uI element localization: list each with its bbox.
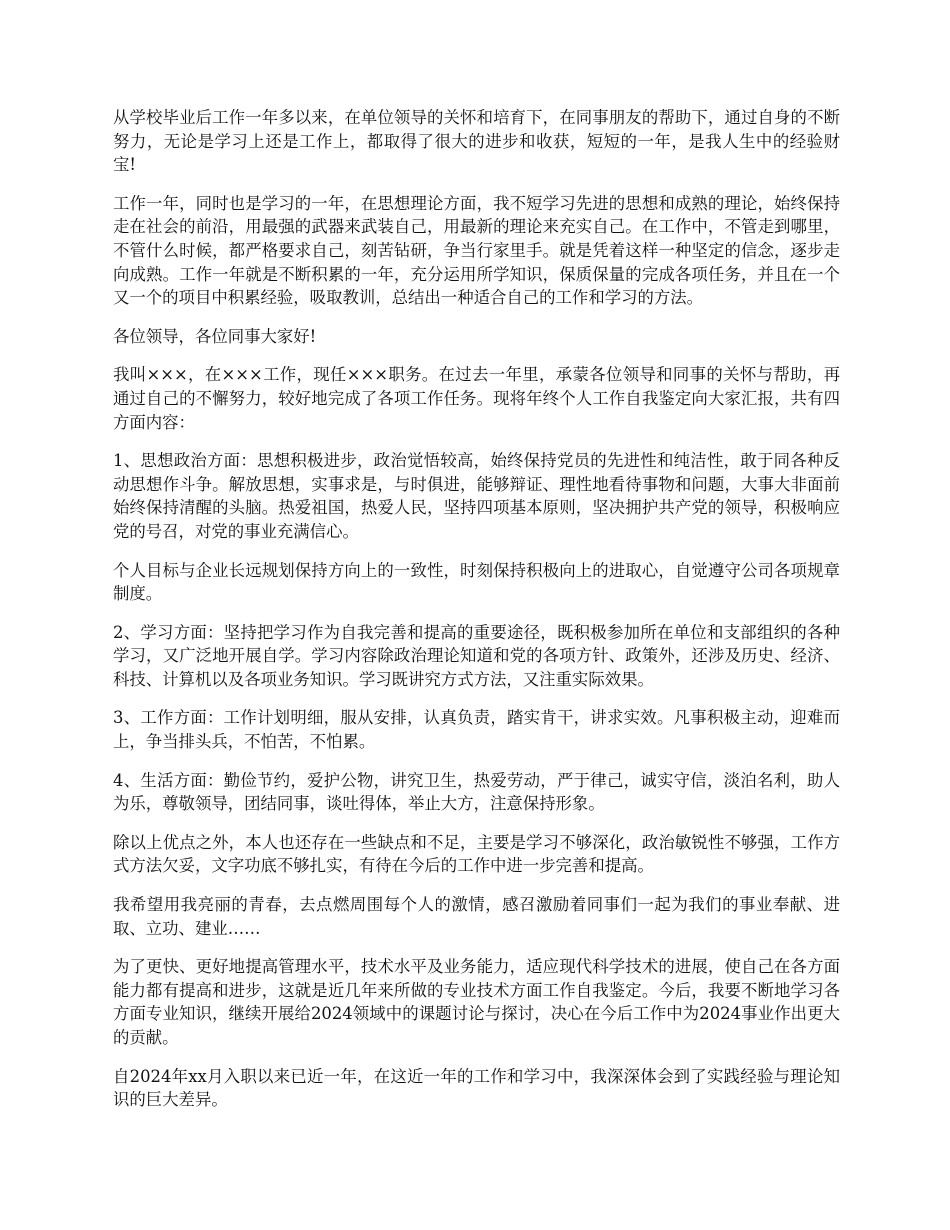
paragraph-7-study: 2、学习方面：坚持把学习作为自我完善和提高的重要途径，既积极参加所在单位和支部组织的各种学习，又广泛地开展自学。学习内容除政治理论知道和党的各项方针、政策外，还涉及历史、经济、科技、计算机以及各项业务知识。学习既讲究方式方法，又注重实际效果。	[113, 622, 840, 689]
paragraph-9-life: 4、生活方面：勤俭节约，爱护公物，讲究卫生，热爱劳动，严于律己，诚实守信，淡泊名利，助人为乐，尊敬领导，团结同事，谈吐得体，举止大方，注意保持形象。	[113, 770, 840, 814]
paragraph-10-shortcomings: 除以上优点之外，本人也还存在一些缺点和不足，主要是学习不够深化，政治敏锐性不够强，工作方式方法欠妥，文字功底不够扎实，有待在今后的工作中进一步完善和提高。	[113, 832, 840, 876]
document-body	[113, 106, 840, 1127]
paragraph-8-work: 3、工作方面：工作计划明细，服从安排，认真负责，踏实肯干，讲求实效。凡事积极主动，迎难而上，争当排头兵，不怕苦，不怕累。	[113, 708, 840, 752]
paragraph-1: 从学校毕业后工作一年多以来，在单位领导的关怀和培育下，在同事朋友的帮助下，通过自身的不断努力，无论是学习上还是工作上，都取得了很大的进步和收获，短短的一年，是我人生中的经验财宝!	[113, 108, 840, 175]
paragraph-11-hope: 我希望用我亮丽的青春，去点燃周围每个人的激情，感召激励着同事们一起为我们的事业奉献、进取、立功、建业……	[113, 895, 840, 938]
paragraph-3-greeting: 各位领导，各位同事大家好!	[113, 326, 317, 346]
paragraph-4-intro: 我叫×××，在×××工作，现任×××职务。在过去一年里，承蒙各位领导和同事的关怀与帮助，再通过自己的不懈努力，较好地完成了各项工作任务。现将年终个人工作自我鉴定向大家汇报，共有四方面内容：	[113, 365, 840, 432]
paragraph-12-improvement: 为了更快、更好地提高管理水平，技术水平及业务能力，适应现代科学技术的进展，使自己在各方面能力都有提高和进步，这就是近几年来所做的专业技术方面工作自我鉴定。今后，我要不断地学习各方面专业知识，继续开展给2024领域中的课题讨论与探讨，决心在今后工作中为2024事业作出更大的贡献。	[113, 957, 840, 1047]
paragraph-5-political: 1、思想政治方面：思想积极进步，政治觉悟较高，始终保持党员的先进性和纯洁性，敢于同各种反动思想作斗争。解放思想，实事求是，与时俱进，能够辩证、理性地看待事物和问题，大事大非面前始终保持清醒的头脑。热爱祖国，热爱人民，坚持四项基本原则，坚决拥护共产党的领导，积极响应党的号召，对党的事业充满信心。	[113, 451, 840, 541]
paragraph-13-since-joining: 自2024年xx月入职以来已近一年，在这近一年的工作和学习中，我深深体会到了实践经验与理论知识的巨大差异。	[113, 1066, 840, 1110]
paragraph-6-goals: 个人目标与企业长远规划保持方向上的一致性，时刻保持积极向上的进取心，自觉遵守公司各项规章制度。	[113, 560, 840, 604]
paragraph-2: 工作一年，同时也是学习的一年，在思想理论方面，我不短学习先进的思想和成熟的理论，始终保持走在社会的前沿，用最强的武器来武装自己，用最新的理论来充实自己。在工作中，不管走到哪里，不管什么时候，都严格要求自己，刻苦钻研，争当行家里手。就是凭着这样一种坚定的信念，逐步走向成熟。工作一年就是不断积累的一年，充分运用所学知识，保质保量的完成各项任务，并且在一个又一个的项目中积累经验，吸取教训，总结出一种适合自己的工作和学习的方法。	[113, 193, 840, 308]
